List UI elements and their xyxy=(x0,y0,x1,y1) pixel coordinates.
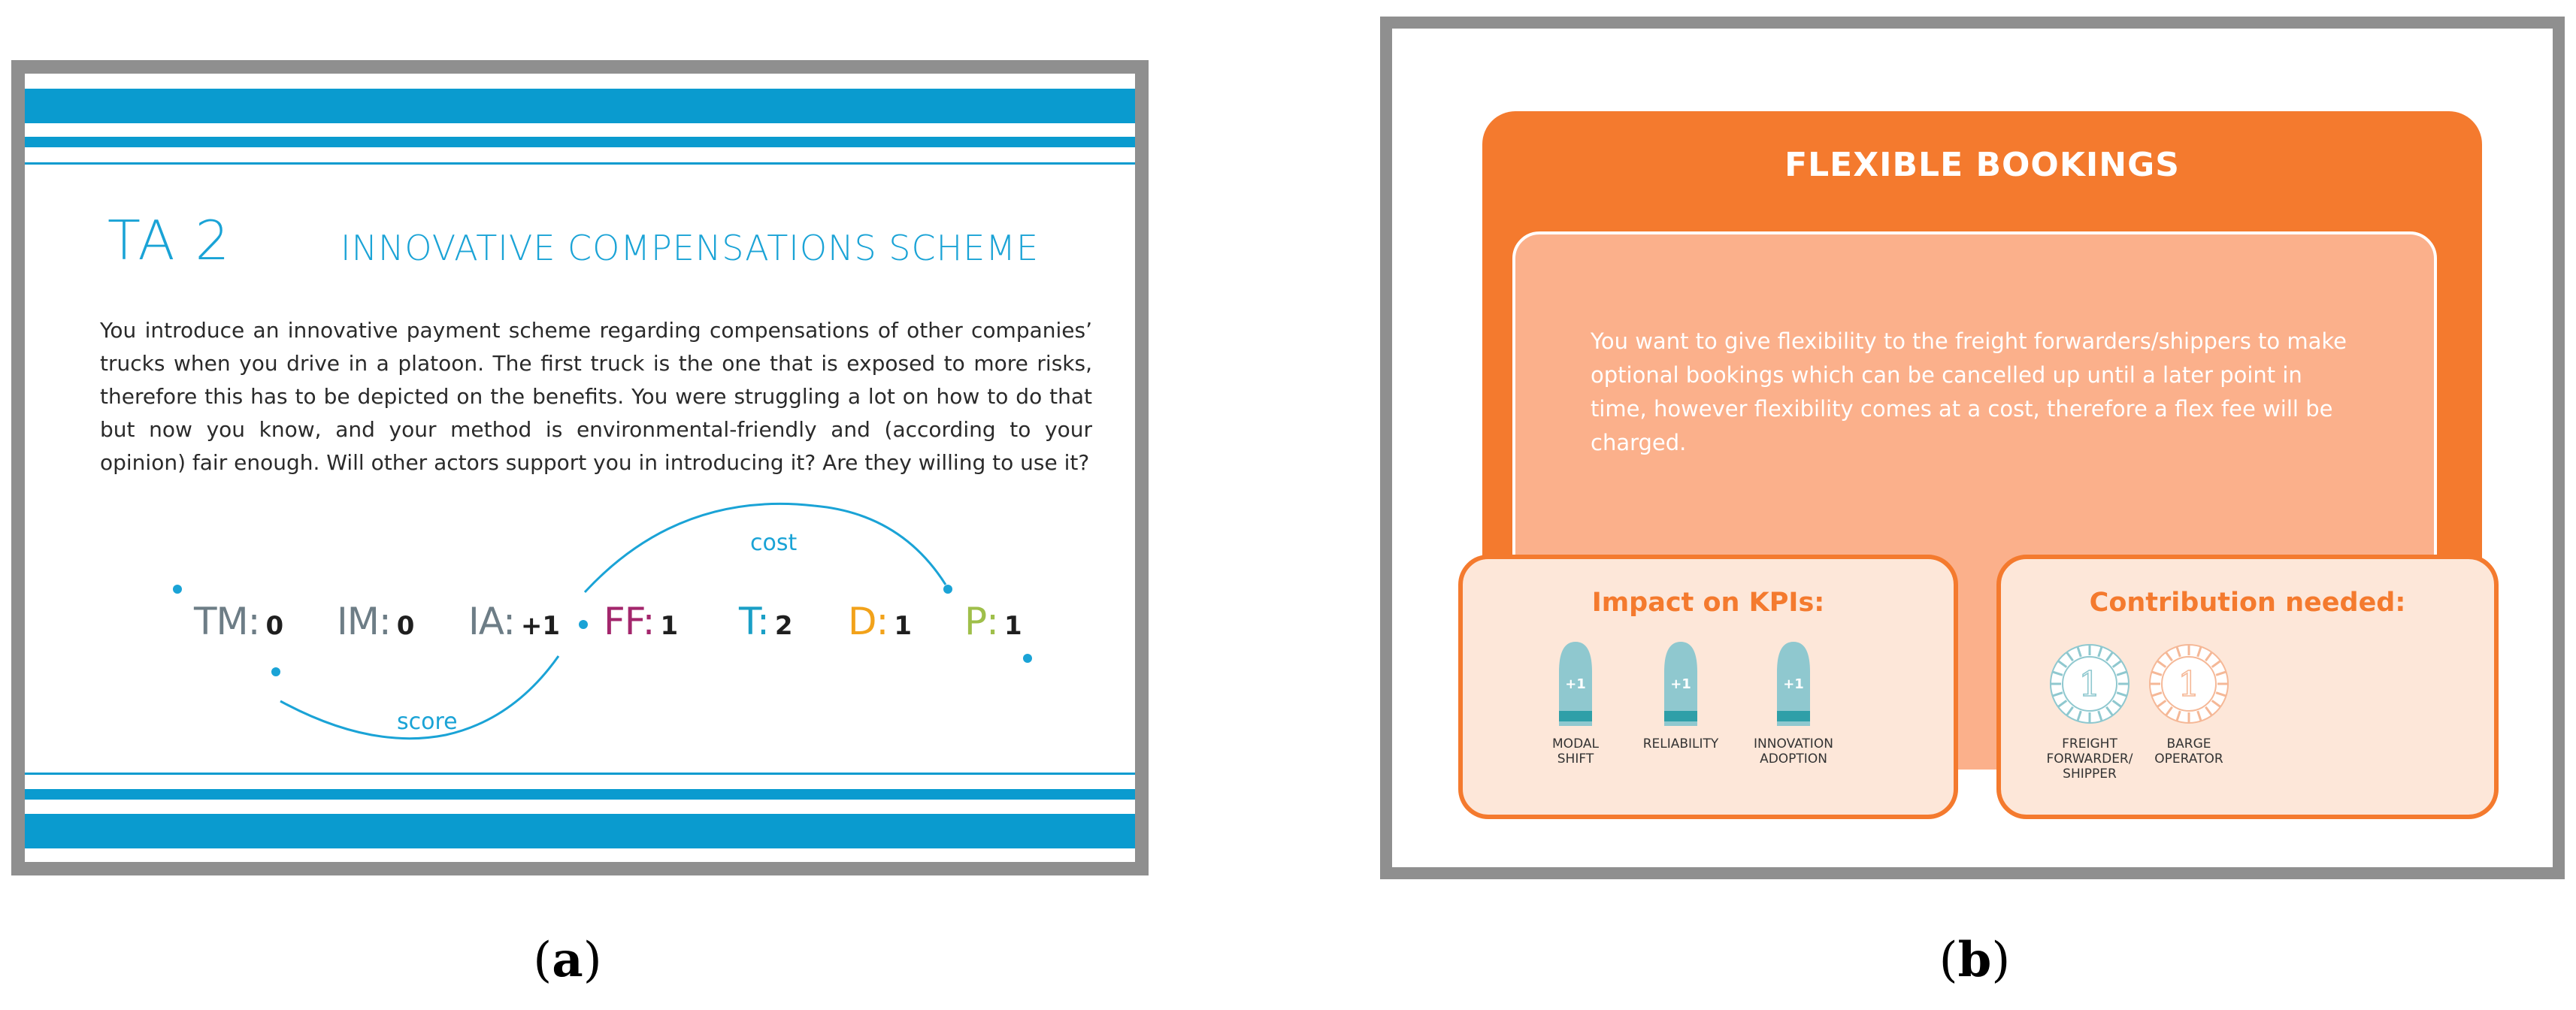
kpi-label: MODAL SHIFT xyxy=(1552,736,1599,767)
arc-score-label: score xyxy=(397,709,458,735)
seal-icon xyxy=(2048,642,2132,726)
contribution-title: Contribution needed: xyxy=(2089,588,2406,618)
card-a-inner xyxy=(25,74,1135,862)
seal-text: 1 xyxy=(2078,664,2101,704)
score-ia: IA: +1 xyxy=(468,600,561,643)
contribution-label: FREIGHT FORWARDER/ SHIPPER xyxy=(2046,736,2133,782)
kpi-title: Impact on KPIs: xyxy=(1591,588,1825,618)
dot xyxy=(943,585,952,594)
score-p: P: 1 xyxy=(964,600,1022,643)
kpi-badge-text: +1 xyxy=(1565,676,1586,692)
kpi-badge-text: +1 xyxy=(1670,676,1691,692)
kpi-box xyxy=(1458,555,1958,819)
kpi-badge-icon xyxy=(1772,642,1815,726)
kpi-item xyxy=(1523,642,1628,767)
score-cost-arcs xyxy=(25,74,1135,862)
score-row xyxy=(194,600,1096,660)
card-body: You introduce an innovative payment scheme regarding compensations of other companies’ trucks when you drive in a platoon. The first truck is the one that is exposed to more risks, therefore this has to be depicted on the benefits. You were struggling a lot on how to do that but now you know, and your method is environmental-friendly and (according to your opinion) fair enough. Will other actors support you in introducing it? Are they willing to use it? xyxy=(100,318,1092,475)
card-title: INNOVATIVE COMPENSATIONS SCHEME xyxy=(341,228,1040,268)
bottom-line xyxy=(25,773,1135,775)
kpi-badge-icon xyxy=(1554,642,1597,726)
card-a xyxy=(11,60,1149,875)
kpi-label: INNOVATION ADOPTION xyxy=(1754,736,1833,767)
dot xyxy=(271,667,280,676)
contribution-item xyxy=(2136,642,2242,767)
score-im: IM: 0 xyxy=(337,600,415,643)
dot xyxy=(173,585,182,594)
card-title: FLEXIBLE BOOKINGS xyxy=(1784,146,2180,184)
kpi-badge-icon xyxy=(1660,642,1702,726)
arc-cost-label: cost xyxy=(750,530,798,556)
card-code: TA 2 xyxy=(107,209,232,272)
contribution-item xyxy=(2037,642,2142,782)
contribution-box xyxy=(1996,555,2499,819)
kpi-item xyxy=(1628,642,1733,751)
score-t: T: 2 xyxy=(739,600,793,643)
score-d: D: 1 xyxy=(848,600,913,643)
caption-b: (b) xyxy=(1939,932,2011,988)
caption-a: (a) xyxy=(533,932,602,988)
seal-text: 1 xyxy=(2178,664,2200,704)
bottom-stripe-2 xyxy=(25,789,1135,800)
kpi-badge-text: +1 xyxy=(1783,676,1804,692)
card-body: You want to give flexibility to the freight forwarders/shippers to make optional bookings which can be cancelled up until a later point in time, however flexibility comes at a cost, therefore a flex fee will be charged. xyxy=(1591,328,2347,455)
kpi-label: RELIABILITY xyxy=(1642,736,1719,751)
bottom-stripe xyxy=(25,814,1135,848)
contribution-label: BARGE OPERATOR xyxy=(2154,736,2223,767)
score-ff: FF: 1 xyxy=(604,600,679,643)
seal-icon xyxy=(2147,642,2231,726)
card-b-inner xyxy=(1392,29,2553,867)
score-tm: TM: 0 xyxy=(194,600,284,643)
card-b xyxy=(1380,17,2565,879)
kpi-item xyxy=(1741,642,1846,767)
